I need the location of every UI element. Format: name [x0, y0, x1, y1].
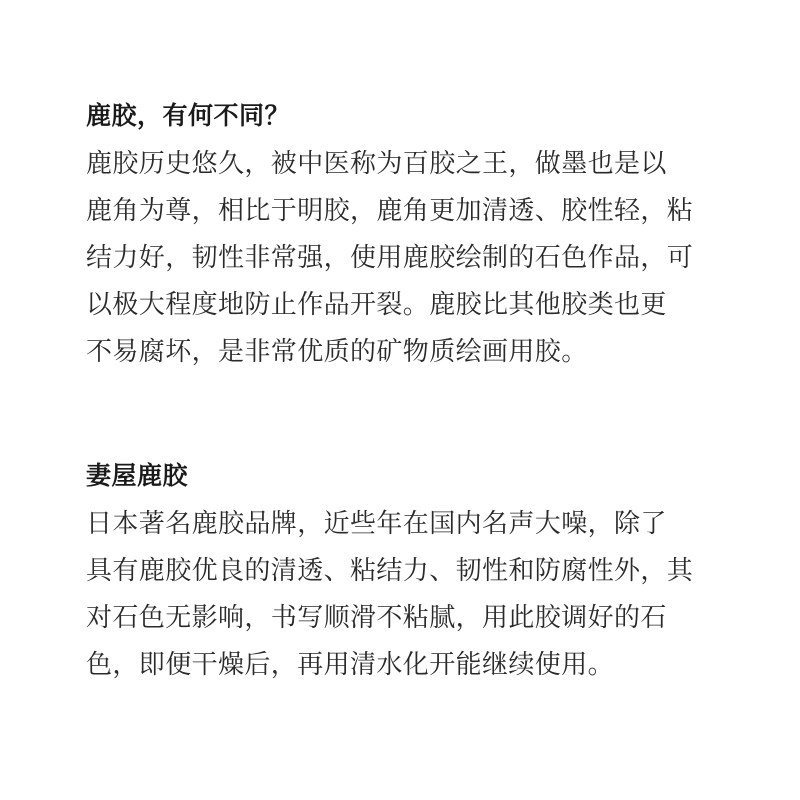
paragraph-line: 结力好，韧性非常强，使用鹿胶绘制的石色作品，可	[86, 243, 694, 273]
paragraph-line: 鹿胶历史悠久，被中医称为百胶之王，做墨也是以	[86, 149, 667, 179]
paragraph-line: 对石色无影响，书写顺滑不粘腻，用此胶调好的石	[86, 603, 667, 633]
paragraph-line: 不易腐坏，是非常优质的矿物质绘画用胶。	[86, 337, 588, 367]
paragraph-line: 鹿角为尊，相比于明胶，鹿角更加清透、胶性轻，粘	[86, 196, 694, 226]
section-tsumaya-deer-glue	[86, 458, 736, 689]
paragraph-line: 以极大程度地防止作品开裂。鹿胶比其他胶类也更	[86, 290, 667, 320]
section-heading: 鹿胶，有何不同？	[86, 101, 291, 130]
paragraph-line: 具有鹿胶优良的清透、粘结力、韧性和防腐性外，其	[86, 556, 694, 586]
paragraph-line: 色，即便干燥后，再用清水化开能继续使用。	[86, 650, 615, 680]
section-deer-glue-difference	[86, 98, 736, 376]
section-heading: 妻屋鹿胶	[86, 461, 189, 490]
paragraph-line: 日本著名鹿胶品牌，近些年在国内名声大噪，除了	[86, 509, 667, 539]
